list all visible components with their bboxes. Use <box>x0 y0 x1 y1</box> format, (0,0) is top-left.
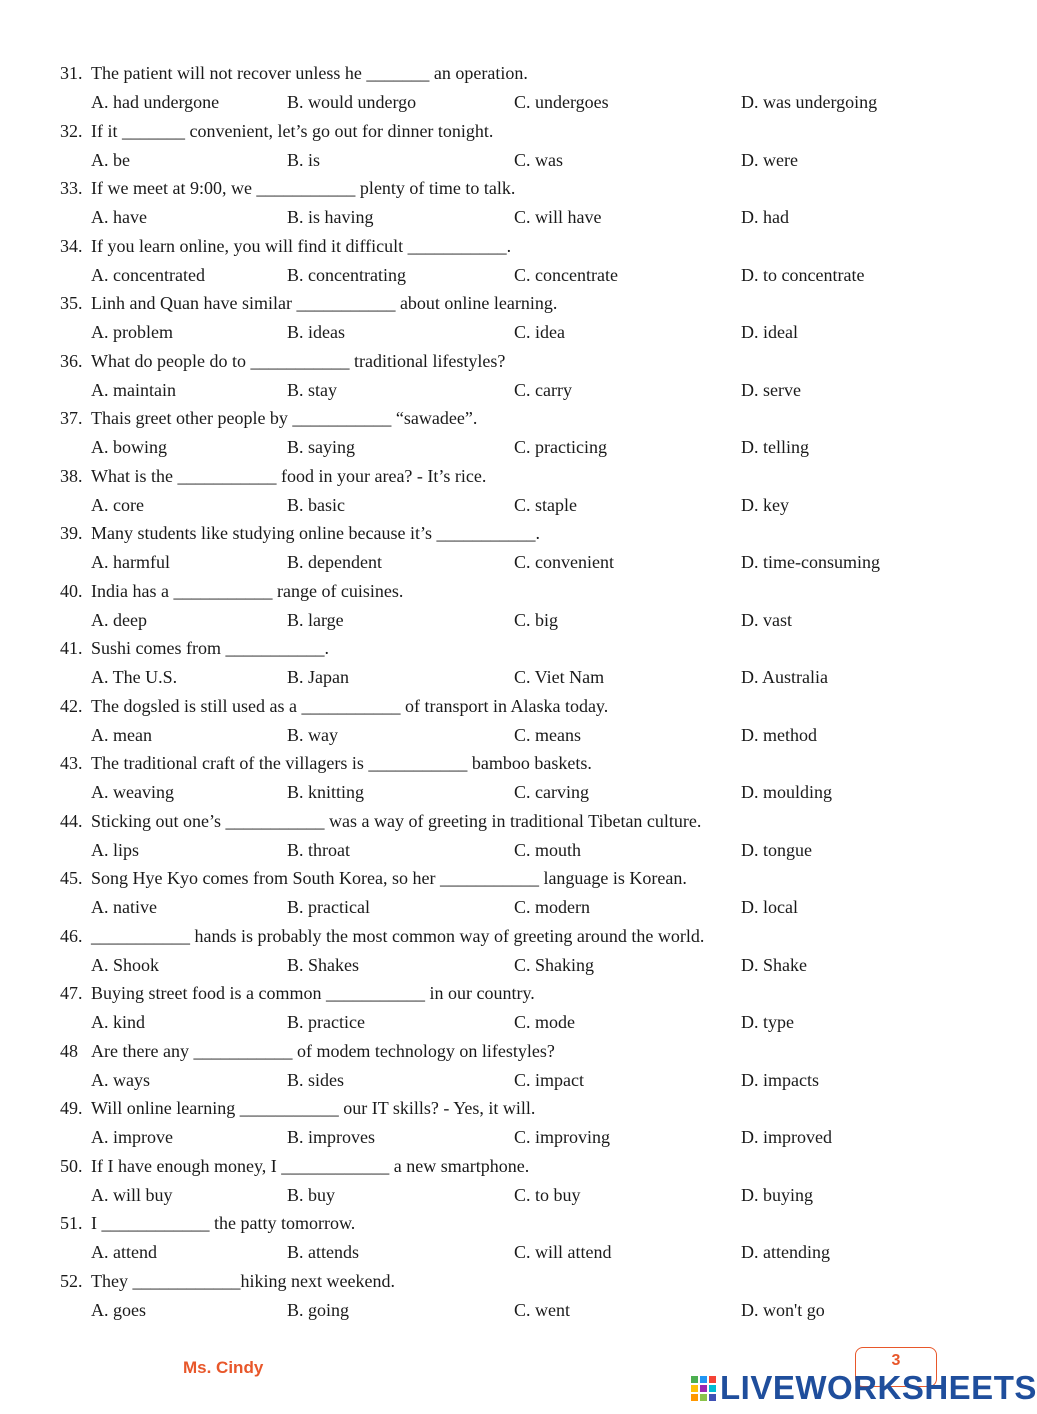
answer-options <box>60 778 960 807</box>
option-b: B. would undergo <box>287 92 417 112</box>
question-stem: If we meet at 9:00, we ___________ plenty of time to talk. <box>91 178 516 198</box>
option-b: B. buy <box>287 1184 336 1205</box>
option-c: C. will attend <box>514 1242 612 1262</box>
answer-options <box>60 893 960 922</box>
answer-options <box>60 836 960 865</box>
footer-author: Ms. Cindy <box>183 1358 264 1377</box>
question-number: 41. <box>60 638 83 658</box>
option-b: B. is <box>287 149 321 170</box>
question-line <box>60 922 960 951</box>
option-c: C. practicing <box>514 437 607 457</box>
option-d: D. attending <box>741 1242 830 1262</box>
option-a: A. had undergone <box>91 92 220 112</box>
question-stem: Many students like studying online because it’s ___________. <box>91 523 540 543</box>
option-a: A. improve <box>91 1127 173 1147</box>
option-d: D. Shake <box>741 954 807 975</box>
question-item <box>60 1152 960 1210</box>
question-number: 40. <box>60 580 83 601</box>
option-d: D. method <box>741 724 817 745</box>
option-d: D. won't go <box>741 1299 825 1320</box>
question-number: 50. <box>60 1155 83 1176</box>
option-b: B. practice <box>287 1012 365 1032</box>
page-number: 3 <box>891 1352 901 1369</box>
option-a: A. The U.S. <box>91 667 178 687</box>
question-stem: The traditional craft of the villagers is ___________ bamboo baskets. <box>91 753 592 773</box>
question-line <box>60 232 960 261</box>
question-number: 32. <box>60 120 83 141</box>
question-stem: I ____________ the patty tomorrow. <box>91 1213 356 1233</box>
question-line <box>60 1209 960 1238</box>
option-b: B. stay <box>287 379 338 400</box>
option-a: A. problem <box>91 322 173 342</box>
question-stem: Sticking out one’s ___________ was a way of greeting in traditional Tibetan culture. <box>91 810 702 831</box>
option-c: C. big <box>514 609 559 630</box>
answer-options <box>60 548 960 577</box>
question-number: 35. <box>60 293 83 313</box>
question-number: 43. <box>60 753 83 773</box>
question-stem: Are there any ___________ of modem technology on lifestyles? <box>91 1040 555 1061</box>
question-item <box>60 117 960 175</box>
option-d: D. had <box>741 207 789 227</box>
option-c: C. to buy <box>514 1184 581 1205</box>
question-number: 49. <box>60 1098 83 1118</box>
option-d: D. telling <box>741 437 809 457</box>
option-a: A. maintain <box>91 379 176 400</box>
question-number: 31. <box>60 63 83 83</box>
option-c: C. convenient <box>514 552 614 572</box>
option-d: D. key <box>741 494 789 515</box>
option-d: D. improved <box>741 1127 832 1147</box>
option-d: D. vast <box>741 609 792 630</box>
question-item <box>60 404 960 462</box>
question-stem: Linh and Quan have similar ___________ about online learning. <box>91 293 558 313</box>
option-d: D. local <box>741 897 798 917</box>
option-b: B. Japan <box>287 667 349 687</box>
option-a: A. concentrated <box>91 264 205 285</box>
answer-options <box>60 1066 960 1095</box>
question-item <box>60 519 960 577</box>
question-item <box>60 749 960 807</box>
option-b: B. sides <box>287 1069 345 1090</box>
question-line <box>60 519 960 548</box>
option-d: D. Australia <box>741 667 828 687</box>
option-a: A. weaving <box>91 782 174 802</box>
brand-text: LIVEWORKSHEETS <box>720 1369 1037 1406</box>
question-item <box>60 232 960 290</box>
question-line <box>60 1094 960 1123</box>
option-a: A. deep <box>91 609 147 630</box>
question-line <box>60 692 960 721</box>
question-line <box>60 1267 960 1296</box>
option-c: C. went <box>514 1299 570 1320</box>
question-number: 37. <box>60 408 83 428</box>
question-stem: India has a ___________ range of cuisines. <box>91 580 404 601</box>
question-item <box>60 922 960 980</box>
option-a: A. Shook <box>91 954 160 975</box>
option-b: B. attends <box>287 1242 359 1262</box>
option-a: A. core <box>91 494 144 515</box>
option-d: D. ideal <box>741 322 798 342</box>
question-item <box>60 1094 960 1152</box>
question-item <box>60 1267 960 1325</box>
question-line <box>60 577 960 606</box>
question-stem: If I have enough money, I ____________ a new smartphone. <box>91 1155 530 1176</box>
option-d: D. impacts <box>741 1069 819 1090</box>
option-c: C. carving <box>514 782 589 802</box>
question-item <box>60 577 960 635</box>
question-number: 34. <box>60 235 83 256</box>
question-line <box>60 404 960 433</box>
option-d: D. moulding <box>741 782 833 802</box>
question-item <box>60 1209 960 1267</box>
question-number: 48 <box>60 1040 78 1061</box>
answer-options <box>60 491 960 520</box>
option-b: B. way <box>287 724 338 745</box>
option-c: C. concentrate <box>514 264 618 285</box>
answer-options <box>60 663 960 692</box>
option-a: A. mean <box>91 724 152 745</box>
question-item <box>60 979 960 1037</box>
question-number: 45. <box>60 868 83 888</box>
option-c: C. Viet Nam <box>514 667 605 687</box>
question-line <box>60 174 960 203</box>
question-line <box>60 289 960 318</box>
question-line <box>60 749 960 778</box>
question-stem: The patient will not recover unless he _______ an operation. <box>91 63 528 83</box>
option-c: C. will have <box>514 207 602 227</box>
option-d: D. to concentrate <box>741 264 865 285</box>
option-c: C. undergoes <box>514 92 609 112</box>
option-a: A. lips <box>91 839 140 860</box>
question-stem: ___________ hands is probably the most common way of greeting around the world. <box>91 925 705 946</box>
question-stem: If you learn online, you will find it difficult ___________. <box>91 235 512 256</box>
question-number: 36. <box>60 350 83 371</box>
question-line <box>60 347 960 376</box>
option-b: B. saying <box>287 437 356 457</box>
question-line <box>60 864 960 893</box>
question-number: 42. <box>60 695 83 716</box>
option-b: B. going <box>287 1299 350 1320</box>
question-item <box>60 347 960 405</box>
option-d: D. were <box>741 149 798 170</box>
question-item <box>60 692 960 750</box>
option-c: C. Shaking <box>514 954 595 975</box>
answer-options <box>60 951 960 980</box>
question-item <box>60 462 960 520</box>
liveworksheets-brand[interactable] <box>690 1371 1037 1405</box>
question-stem: What is the ___________ food in your area? - It’s rice. <box>91 465 487 486</box>
question-line <box>60 1037 960 1066</box>
option-a: A. ways <box>91 1069 150 1090</box>
question-stem: Will online learning ___________ our IT skills? - Yes, it will. <box>91 1098 536 1118</box>
option-b: B. dependent <box>287 552 382 572</box>
answer-options <box>60 606 960 635</box>
answer-options <box>60 1123 960 1152</box>
option-c: C. was <box>514 149 563 170</box>
question-list <box>60 59 960 1324</box>
option-a: A. will buy <box>91 1184 173 1205</box>
question-item <box>60 289 960 347</box>
option-a: A. be <box>91 149 130 170</box>
question-stem: Buying street food is a common ___________ in our country. <box>91 983 535 1003</box>
option-a: A. kind <box>91 1012 145 1032</box>
option-a: A. harmful <box>91 552 170 572</box>
question-number: 46. <box>60 925 83 946</box>
option-b: B. is having <box>287 207 374 227</box>
option-b: B. throat <box>287 839 350 860</box>
answer-options <box>60 318 960 347</box>
option-a: A. bowing <box>91 437 167 457</box>
question-number: 38. <box>60 465 83 486</box>
question-line <box>60 807 960 836</box>
question-stem: Thais greet other people by ___________ “sawadee”. <box>91 408 478 428</box>
answer-options <box>60 261 960 290</box>
option-d: D. time-consuming <box>741 552 880 572</box>
option-d: D. serve <box>741 379 801 400</box>
question-stem: They ____________hiking next weekend. <box>91 1270 395 1291</box>
option-b: B. large <box>287 609 344 630</box>
option-c: C. improving <box>514 1127 611 1147</box>
option-b: B. improves <box>287 1127 375 1147</box>
question-item <box>60 864 960 922</box>
option-b: B. knitting <box>287 782 365 802</box>
option-d: D. was undergoing <box>741 92 878 112</box>
option-a: A. have <box>91 207 147 227</box>
question-stem: Song Hye Kyo comes from South Korea, so her ___________ language is Korean. <box>91 868 687 888</box>
option-b: B. practical <box>287 897 370 917</box>
answer-options <box>60 1181 960 1210</box>
option-a: A. attend <box>91 1242 157 1262</box>
answer-options <box>60 433 960 462</box>
question-item <box>60 1037 960 1095</box>
answer-options <box>60 1296 960 1325</box>
option-d: D. buying <box>741 1184 813 1205</box>
question-number: 47. <box>60 983 83 1003</box>
option-b: B. basic <box>287 494 345 515</box>
question-item <box>60 634 960 692</box>
question-line <box>60 1152 960 1181</box>
option-b: B. Shakes <box>287 954 359 975</box>
option-c: C. mode <box>514 1012 575 1032</box>
question-line <box>60 634 960 663</box>
question-number: 39. <box>60 523 83 543</box>
question-stem: The dogsled is still used as a ___________ of transport in Alaska today. <box>91 695 609 716</box>
option-b: B. ideas <box>287 322 345 342</box>
question-stem: If it _______ convenient, let’s go out for dinner tonight. <box>91 120 494 141</box>
question-item <box>60 174 960 232</box>
answer-options <box>60 721 960 750</box>
option-c: C. means <box>514 724 581 745</box>
option-c: C. modern <box>514 897 590 917</box>
option-c: C. staple <box>514 494 577 515</box>
option-a: A. native <box>91 897 157 917</box>
answer-options <box>60 1238 960 1267</box>
option-d: D. tongue <box>741 839 812 860</box>
option-c: C. impact <box>514 1069 584 1090</box>
question-line <box>60 462 960 491</box>
option-b: B. concentrating <box>287 264 406 285</box>
question-stem: Sushi comes from ___________. <box>91 638 329 658</box>
liveworksheets-logo-icon <box>690 1374 718 1402</box>
option-d: D. type <box>741 1012 794 1032</box>
answer-options <box>60 1008 960 1037</box>
question-item <box>60 59 960 117</box>
question-number: 52. <box>60 1270 83 1291</box>
answer-options <box>60 203 960 232</box>
question-line <box>60 117 960 146</box>
answer-options <box>60 376 960 405</box>
question-line <box>60 979 960 1008</box>
question-number: 44. <box>60 810 83 831</box>
option-c: C. carry <box>514 379 572 400</box>
question-line <box>60 59 960 88</box>
question-stem: What do people do to ___________ traditional lifestyles? <box>91 350 506 371</box>
option-c: C. mouth <box>514 839 582 860</box>
question-number: 33. <box>60 178 83 198</box>
question-item <box>60 807 960 865</box>
option-a: A. goes <box>91 1299 146 1320</box>
answer-options <box>60 146 960 175</box>
answer-options <box>60 88 960 117</box>
option-c: C. idea <box>514 322 565 342</box>
question-number: 51. <box>60 1213 83 1233</box>
